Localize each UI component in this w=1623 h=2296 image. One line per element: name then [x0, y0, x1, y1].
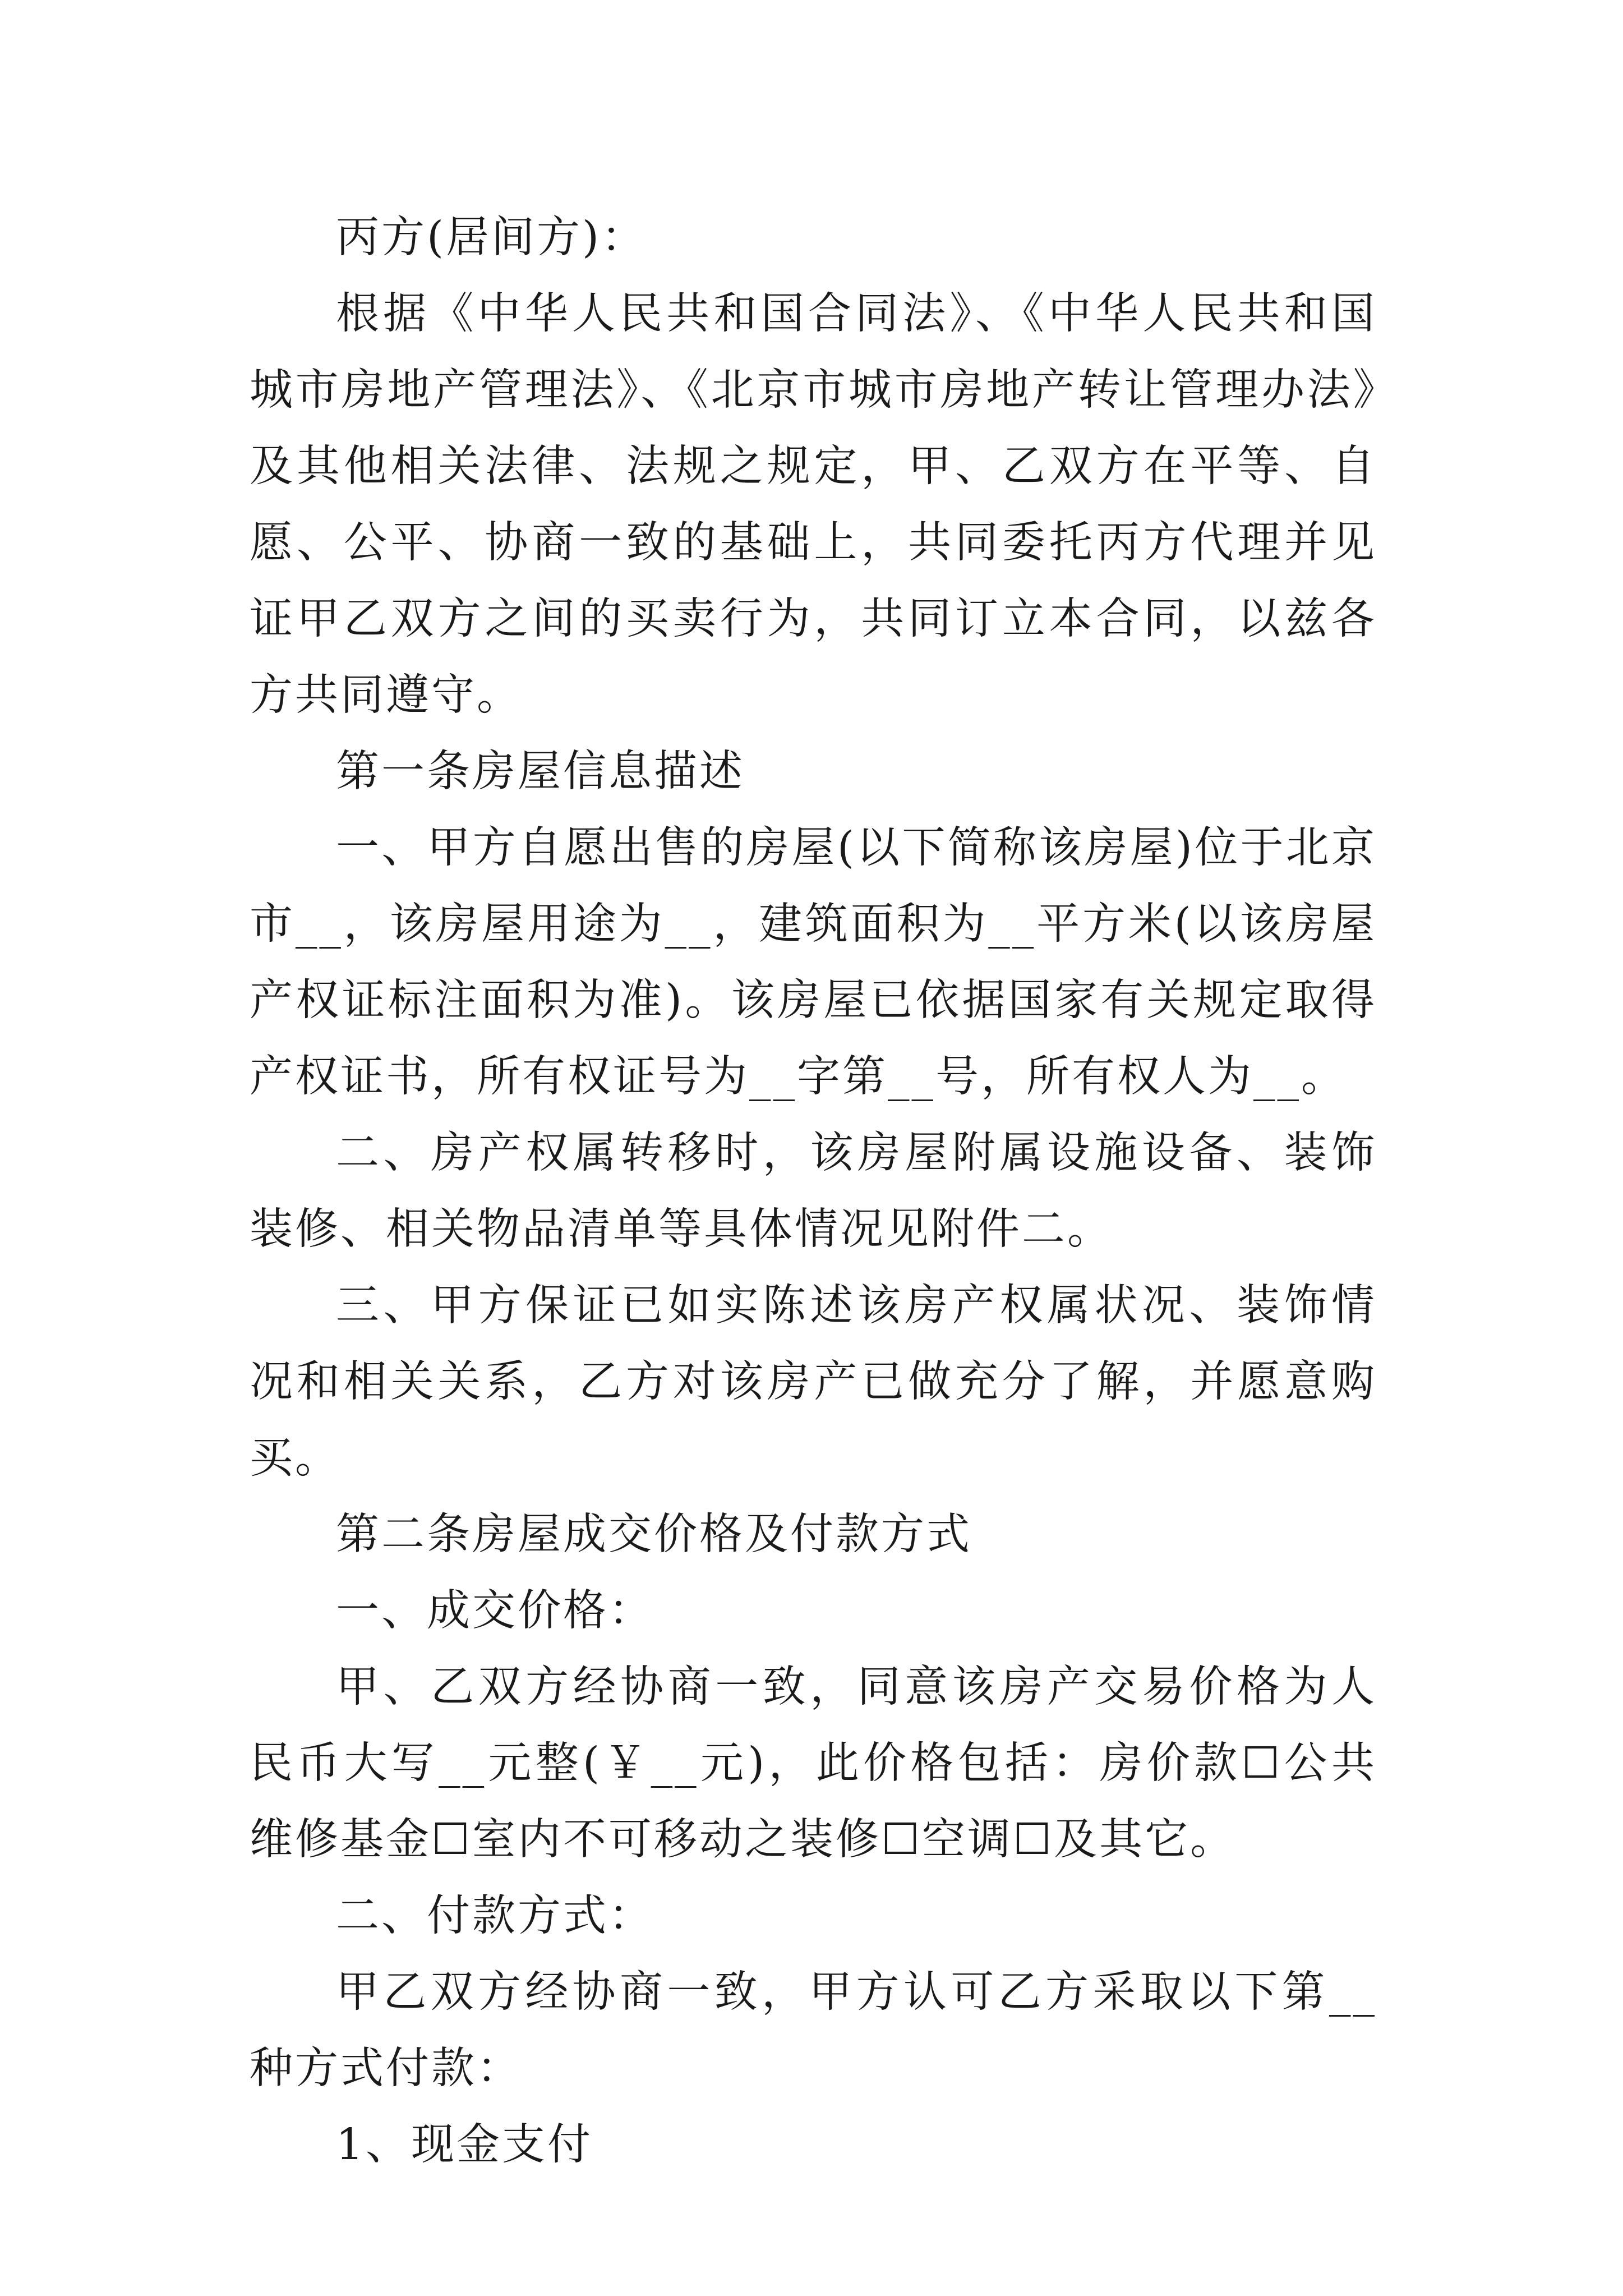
heading-article-2: 第二条房屋成交价格及付款方式	[336, 1510, 972, 1559]
heading-article-1: 第一条房屋信息描述	[336, 747, 745, 797]
paragraph-article-1-item-2: 二、房产权属转移时，该房屋附属设施设备、装饰装修、相关物品清单等具体情况见附件二。	[250, 1128, 1377, 1254]
paragraph-transaction-price: 甲、乙双方经协商一致，同意该房产交易价格为人民币大写__元整(￥__元)，此价格包括：房价款☐公共维修基金☐室内不可移动之装修☐空调☐及其它。	[250, 1662, 1377, 1865]
paragraph-article-1-item-1: 一、甲方自愿出售的房屋(以下简称该房屋)位于北京市__，该房屋用途为__，建筑面积为__平方米(以该房屋产权证标注面积为准)。该房屋已依据国家有关规定取得产权证书，所有权证号为__字第__号，所有权人为__。	[250, 823, 1377, 1102]
paragraph-legal-basis: 根据《中华人民共和国合同法》、《中华人民共和国城市房地产管理法》、《北京市城市房地产转让管理办法》及其他相关法律、法规之规定，甲、乙双方在平等、自愿、公平、协商一致的基础上，共同委托丙方代理并见证甲乙双方之间的买卖行为，共同订立本合同，以兹各方共同遵守。	[250, 289, 1377, 720]
paragraph-party-c: 丙方(居间方)：	[336, 213, 647, 263]
paragraph-payment-method: 甲乙双方经协商一致，甲方认可乙方采取以下第__种方式付款：	[250, 1967, 1377, 2093]
subheading-payment-method: 二、付款方式：	[336, 1891, 654, 1941]
subheading-transaction-price: 一、成交价格：	[336, 1586, 654, 1636]
list-item-cash-payment: 1、现金支付	[336, 2120, 593, 2170]
paragraph-article-1-item-3: 三、甲方保证已如实陈述该房产权属状况、装饰情况和相关关系，乙方对该房产已做充分了解，并愿意购买。	[250, 1281, 1377, 1483]
document-body	[250, 200, 1377, 2183]
